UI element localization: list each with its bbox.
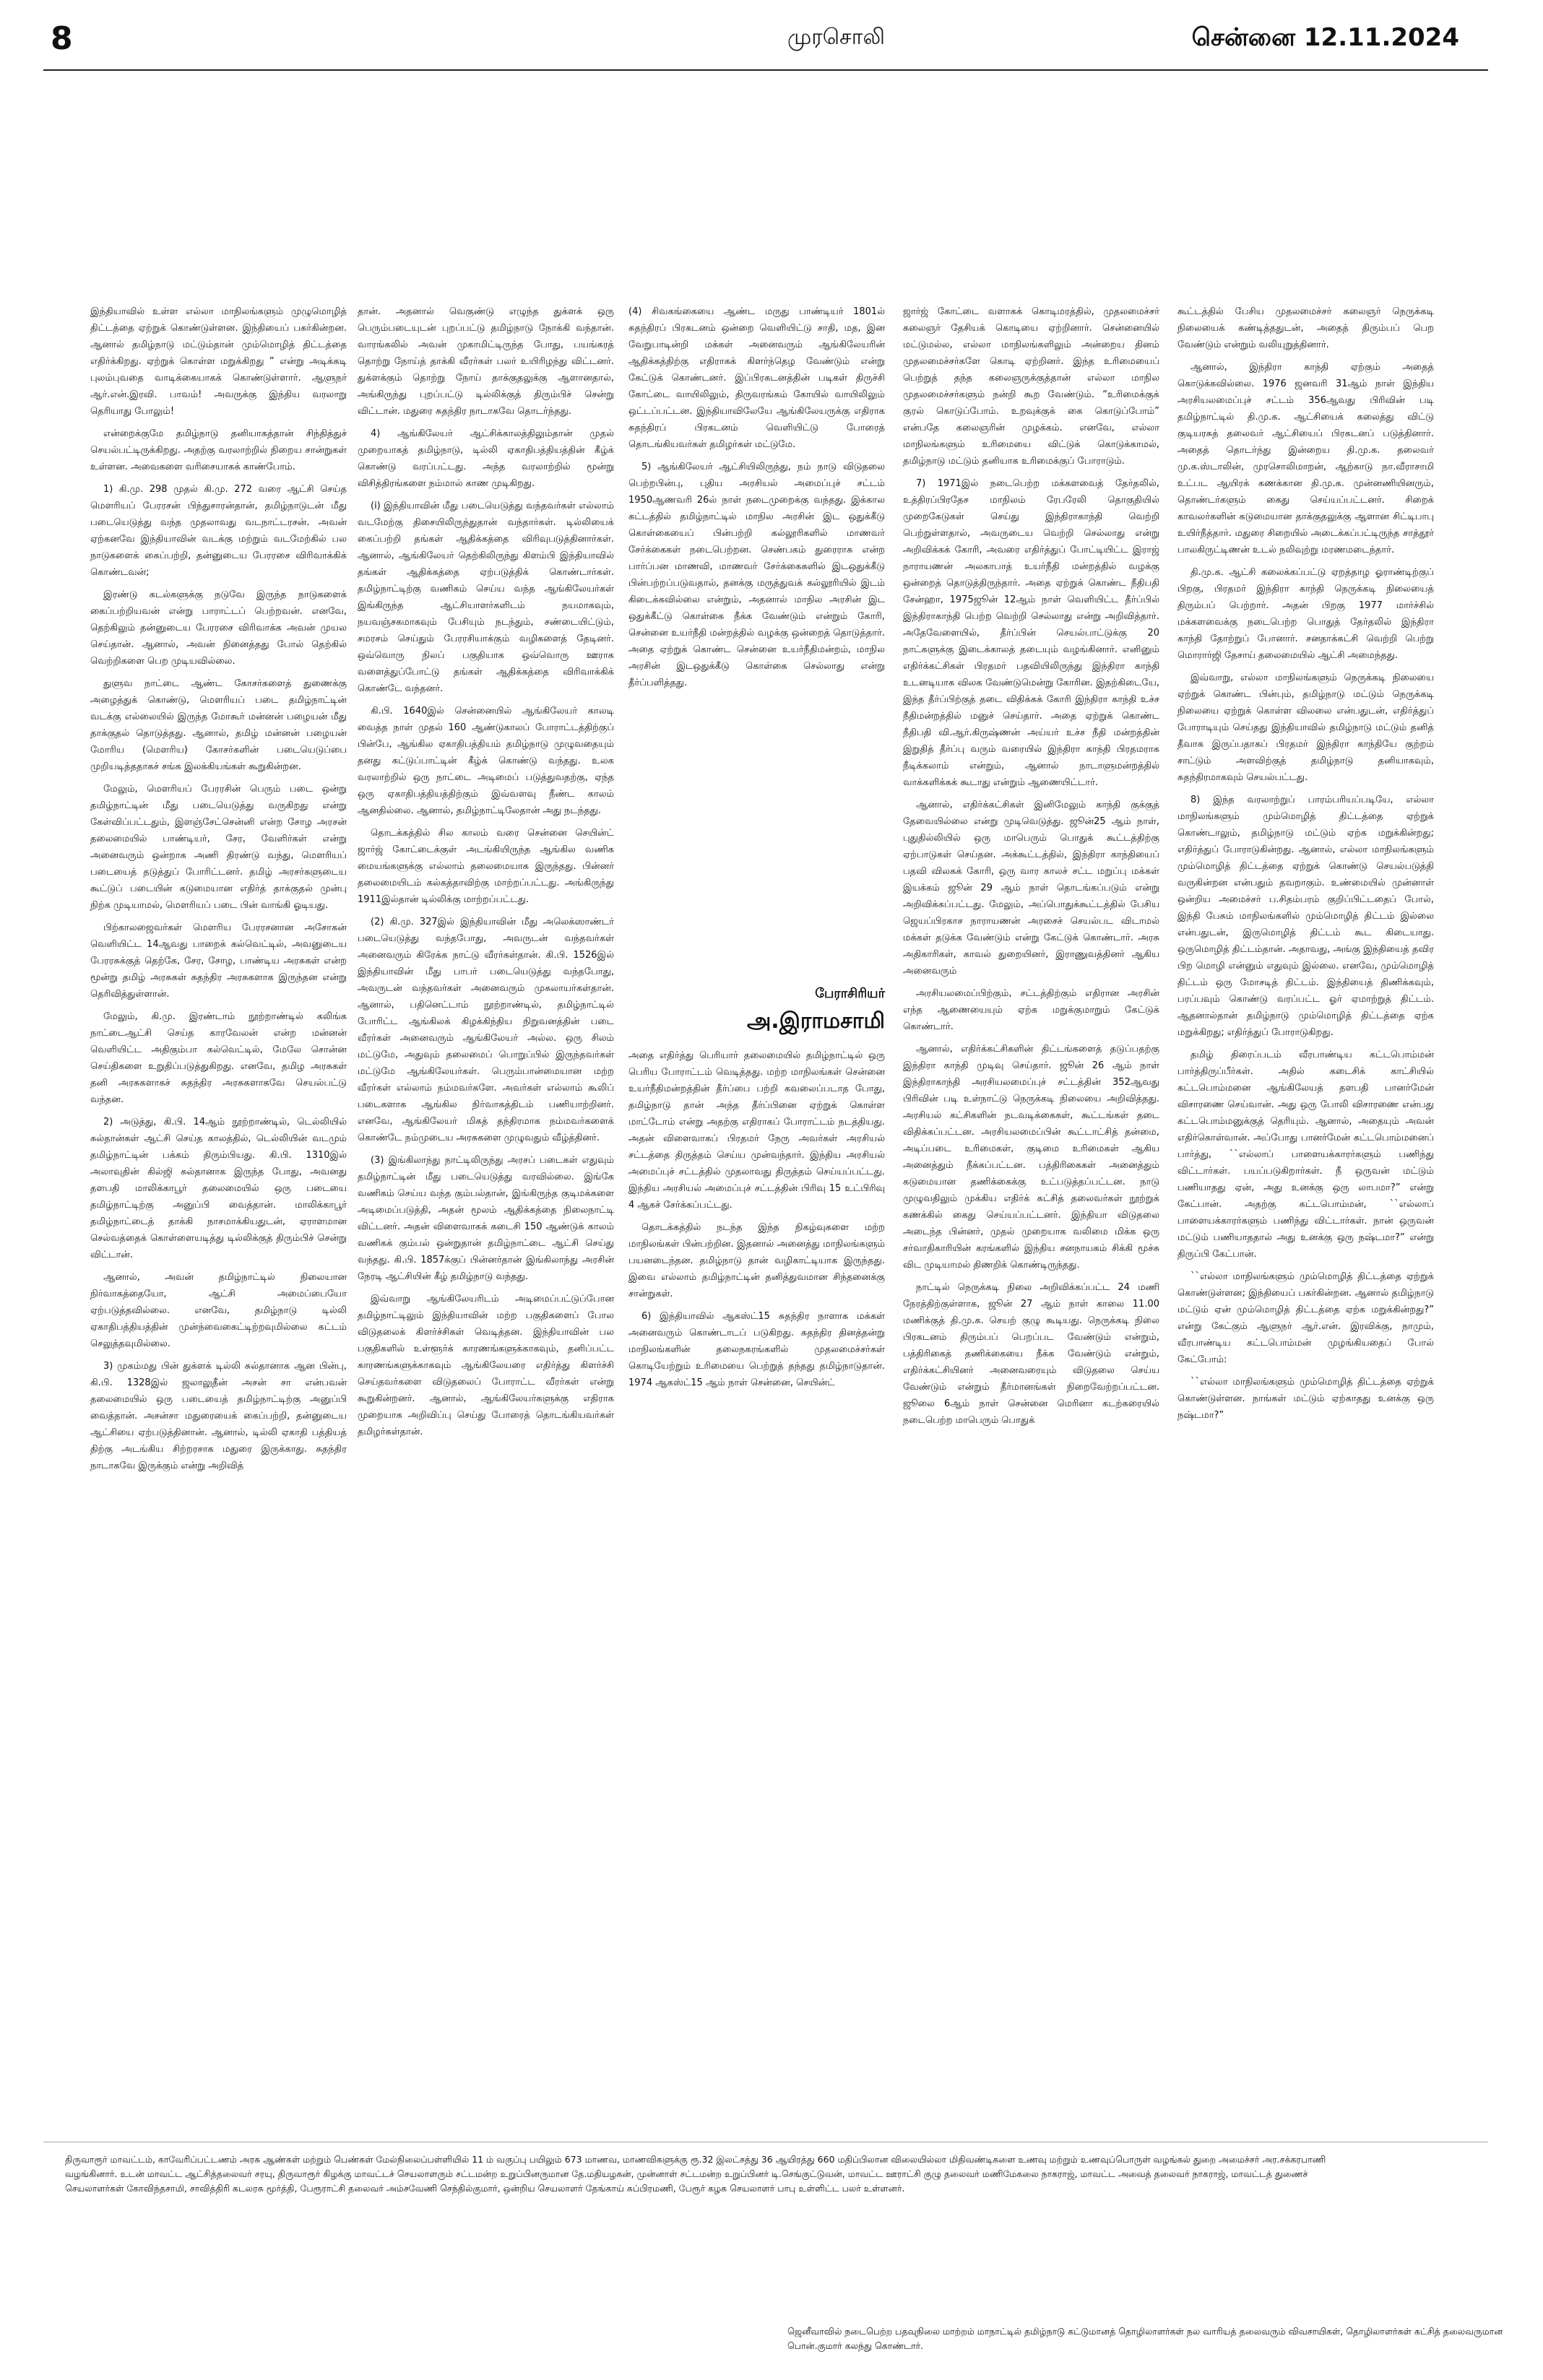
header-rule [43,69,1488,71]
article-paragraph: பிற்காலஜைவர்கள் மௌரிய பேரரசனான அசோகன் வெளியிட்ட 14ஆவது பாறைக் கல்வெட்டில், அவனுடைய பேரரசுக்குத் தெற்கே, சேர, சோழ, பாண்டிய அரசுகள் என்ற மூன்று தமிழ் அரசுகள் சுதந்திர அரசுகளாக இருந்தன என்று தெரிவித்துள்ளான். [90,922,347,1000]
article-paragraph: (4) சிவகங்கையை ஆண்ட மருது பாண்டியர் 1801ல் சுதந்திரப் பிரகடனம் ஒன்றை வெளியிட்டு சாதி, மத, இன வேறுபாடின்றி மக்கள் அனைவரும் ஆங்கிலேயரின் ஆதிக்கத்திற்கு எதிராகக் கிளர்ந்தெழ வேண்டும் என்று கேட்டுக் கொண்டனர். இப்பிரகடனத்தின் படிகள் திருச்சி கோட்டை வாயிலிலும், திருவரங்கம் கோயில் வாயிலிலும் ஒட்டப்பட்டன. இந்தியாவிலேயே ஆங்கிலேயருக்கு எதிராக சுதந்திரப் பிரகடனம் வெளியிட்டு போரைத் தொடங்கியவர்கள் தமிழர்கள் மட்டுமே. [628,306,885,450]
article-paragraph: 5) ஆங்கிலேயர் ஆட்சியிலிருந்து, நம் நாடு விடுதலை பெற்றபின்பு, புதிய அரசியல் அமைப்புச் சட்டம் 1950ஆணவரி 26ல் நாள் நடைமுறைக்கு வந்தது. இக்கால கட்டத்தில் தமிழ்நாட்டில் மாநில அரசின் இட ஒதுக்கீடு கொள்கையைப் பின்பற்றி கல்லூரிகளில் மாணவர் சேர்க்கைகள் நடைபெற்றன. செண்பகம் துரைராசு என்ற பார்ப்பன மாணவி, மாணவர் சேர்க்கைகளில் இடஒதுக்கீடு பின்பற்றப்படுவதால், தனக்கு மருத்துவக் கல்லூரியில் இடம் கிடைக்கவில்லை என்றும், அதனால் மாநில அரசின் இட ஒதுக்கீட்டு கொள்கை நீக்க வேண்டும் என்றும் கோரி, சென்னை உயர்நீதி மன்றத்தில் வழக்கு ஒன்றைத் தொடுத்தார். அதை ஏற்றுக் கொண்ட சென்னை உயர்நீதிமன்றம், மாநில அரசின் இடஒதுக்கீடு கொள்கை செல்லாது என்று தீர்ப்பளித்தது. [628,462,885,688]
article-paragraph: 4) ஆங்கிலேயர் ஆட்சிக்காலத்திலும்தான் முதல் முறையாகத் தமிழ்நாடு, டில்லி ஏகாதிபத்தியத்தின் கீழ்க் கொண்டு வரப்பட்டது. அந்த வரலாற்றில் மூன்று விசித்திரங்களை நம்மால் காண முடிகிறது. [358,428,614,489]
article-paragraph: தி.மு.க. ஆட்சி கலைக்கப்பட்டு ஏறத்தாழ ஓராண்டிற்குப் பிறகு, பிரதமர் இந்திரா காந்தி நெருக்கடி நிலையைத் திரும்பப் பெற்றார். அதன் பிறகு 1977 மார்ச்சில் மக்களவைக்கு நடைபெற்ற பொதுத் தேர்தலில் இந்திரா காந்தி தோற்றுப் போனார். சனதாக்கட்சி வெற்றி பெற்று மொரார்ஜி தேசாய் தலைமையில் ஆட்சி அமைந்தது. [1177,567,1434,661]
article-paragraph: இரண்டு கடல்களுக்கு நடுவே இருந்த நாடுகளைக் கைப்பற்றியவன் என்று பாராட்டப் பெற்றவன். எனவே, தெற்கிலும் தன்னுடைய பேரரசை விரிவாக்க அவன் முயல செய்தான். ஆனால், அவன் நினைத்தது போல் தெற்கில் வெற்றிகளை பெற முடியவில்லை. [90,589,347,667]
caption-text: ஜெனீவாவில் நடைபெற்ற பதவுநிலை மாற்றம் மாநாட்டில் தமிழ்நாடு கட்டுமானத் தொழிலாளர்கள் நல வாரியத் தலைவரும் விவசாயிகள், தொழிலாளர்கள் கட்சித் தலைவருமான பொன்.குமார் கலந்து கொண்டார். [787,2325,1503,2351]
page-header [43,20,1488,71]
article-paragraph: துளுவ நாட்டை ஆண்ட கோசர்களைத் துணைக்கு அழைத்துக் கொண்டு, மௌரியப் படை தமிழ்நாட்டின் வடக்கு எல்லையில் இருந்த மோகூர் மன்னன் பழையன் மீது தாக்குதல் தொடுத்தது. ஆனால், தமிழ் மன்னன் பழையன் மோரிய (மௌரிய) கோசர்களின் படையெடுப்பை முறியடித்ததாகச் சங்க இலக்கியங்கள் கூறுகின்றன. [90,678,347,772]
article-paragraph: (i) இந்தியாவின் மீது படையெடுத்து வந்தவர்கள் எல்லாம் வடமேற்கு திசையிலிருந்துதான் வந்தார்கள். டில்லியைக் கைப்பற்றி தங்கள் ஆதிக்கத்தை விரிவுபடுத்தினார்கள். ஆனால், ஆங்கிலேயர் தெற்கிலிருந்து கிளம்பி இந்தியாவில் தங்கள் ஆதிக்கத்தை ஏற்படுத்திக் கொண்டார்கள். தமிழ்நாட்டிற்கு வணிகம் செய்ய வந்த ஆங்கிலேயர்கள் இங்கிருந்த ஆட்சியாளர்களிடம் நயமாகவும், நயவஞ்சகமாகவும் பேசியும் நடந்தும், சண்டையிட்டும், சமரசம் செய்தும் பேரரசியாக்கும் வழிகளைத் தேடினர். ஒவ்வொரு நிலப் பகுதியாக ஒவ்வொரு ஊராக வளைத்துப்போட்டு தங்கள் ஆதிக்கத்தை விரிவாக்கிக் கொண்டே வந்தனர். [358,501,614,694]
article-paragraph: (2) கி.மு. 327இல் இந்தியாவின் மீது அலெக்ஸாண்டர் படையெடுத்து வந்தபோது, அவருடன் வந்தவர்கள் அனைவரும் கிரேக்க நாட்டு வீரர்கள்தான். கி.பி. 1526இல் இந்தியாவின் மீது பாபர் படையெடுத்து வந்தபோது, அவருடன் வந்தவர்கள் அனைவரும் முகலாயர்கள்தான். ஆனால், பதினெட்டாம் நூற்றாண்டில், தமிழ்நாட்டில் போரிட்ட ஆங்கிலக் கிழக்கிந்திய நிறுவனத்தின் படை வீரர்கள் அனைவரும் ஆங்கிலேயர் அல்ல. ஒரு சிலம் மட்டுமே, அதுவும் தலைமைப் பொறுப்பில் இருந்தவர்கள் மட்டுமே ஆங்கிலேயர்கள். பெரும்பான்மையான மற்ற வீரர்கள் எல்லாம் நம்மவர்களே. அவர்கள் எல்லாம் கூலிப் படைகளாக ஆங்கில நிர்வாகத்திடம் பணியாற்றினர். எனவே, ஆங்கிலேயர் மிகத் தந்திரமாக நம்மவர்களைக் கொண்டே நம்முடைய அரசுகளை முழுவதும் வீழ்த்தினர். [358,917,614,1143]
article-column-3-top [628,303,885,982]
article-paragraph: இவ்வாறு, எல்லா மாநிலங்களும் நெருக்கடி நிலையை ஏற்றுக் கொண்ட பின்பும், தமிழ்நாடு மட்டும் நெருக்கடி நிலையை ஏற்றுக் கொள்ள விலலை என்பதுடன், எதிர்த்துப் போராடியும் செய்தது இந்தியாவில் தமிழ்நாடு மட்டும் தனித் தீவாக இருப்பதாகப் பிரதமர் இந்திரா காந்தியே குற்றம் சாட்டும் அளவிற்குத் தமிழ்நாடு தனியாகவும், சுதந்திரமாகவும் செயல்பட்டது. [1177,672,1434,783]
article-paragraph: ஆனால், இந்திரா காந்தி ஏற்கும் அதைத் கொடுக்கவில்லை. 1976 ஜனவரி 31ஆம் நாள் இந்திய அரசியலமைப்புச் சட்டம் 356ஆவது பிரிவின் படி தமிழ்நாட்டில் தி.மு.க. ஆட்சியைக் கலைத்து விட்டு குடியரசுத் தலைவர் ஆட்சியைப் பிரகடனப் படுத்தினார். அதைத் தொடர்ந்து இன்றைய தி.மு.க. தலைவர் மு.க.ஸ்டாலின், முரசொலிமாறன், ஆற்காடு நா.வீராசாமி உட்பட ஆயிரக் கணக்கான தி.மு.க. முன்னணியினரும், தொண்டர்களும் கைது செய்யப்பட்டனர். சிறைக் காவலர்களின் கடுமையான தாக்குதலுக்கு ஆளான சிட்டிபாபு உயிர்நீத்தார். மதுரை சிறையில் அடைக்கப்பட்டிருந்த சாத்தூர் பாலகிருட்டிணன் உடல் நலிவுற்று மரணமடைந்தார். [1177,362,1434,555]
article-paragraph: ``எல்லா மாநிலங்களும் மும்மொழித் திட்டத்தை ஏற்றுக் கொண்டுள்ளன. நாங்கள் மட்டும் ஏற்காதது உனக்கு ஒரு நஷ்டமா?” [1177,1377,1434,1421]
article-paragraph: தொடக்கத்தில் சில காலம் வரை சென்னை செயின்ட் ஜார்ஜ் கோட்டைக்குள் அடங்கியிருந்த ஆங்கில வணிக மையங்களுக்கு எல்லாம் தலைமையாக இருந்தது. பின்னர் தலைமையிடம் கல்கத்தாவிற்கு மாற்றப்பட்டது. அங்கிருந்து 1911இல்தான் டில்லிக்கு மாற்றப்பட்டது. [358,828,614,905]
article-paragraph: என்றைக்குமே தமிழ்நாடு தனியாகத்தான் சிந்தித்துச் செயல்பட்டிருக்கிறது. அதற்கு வரலாற்றில் நிறைய சான்றுகள் உள்ளன. அவைகளை வரிசையாகக் காண்போம். [90,428,347,472]
article-paragraph: கி.பி. 1640இல் சென்னையில் ஆங்கிலேயர் காலடி வைத்த நாள் முதல் 160 ஆண்டுகாலப் போராட்டத்திற்குப் பின்பே, ஆங்கில ஏகாதிபத்தியம் தமிழ்நாடு முழுவதையும் தனது கட்டுப்பாட்டின் கீழ்க் கொண்டு வந்தது. உலக வரலாற்றில் ஒரு நாட்டை அடிமைப் படுத்துவதற்கு, ஏந்த ஒரு ஏகாதிபத்தியத்திற்கும் இவ்வளவு நீண்ட காலம் ஆனதில்லை. ஆனால், தமிழ்நாட்டிலேதான் அது நடந்தது. [358,706,614,816]
page-number: 8 [51,20,73,57]
author-byline [628,986,885,1044]
article-paragraph: ஜார்ஜ் கோட்டை வளாகக் கொடிமரத்தில், முதலமைச்சர் கலைஞர் தேசியக் கொடியை ஏற்றினார். சென்னையில் மட்டுமல்ல, எல்லா மாநிலங்களிலும் அன்றைய தினம் முதலமைச்சர்களே கொடி ஏற்றினர். இந்த உரிமையைப் பெற்றுத் தந்த கலைஞருக்குத்தான் எல்லா மாநில முதலமைச்சர்களும் நன்றி கூற வேண்டும். “உரிமைக்குக் குரல் கொடுப்போம். உறவுக்குக் கை கொடுப்போம்” என்பதே கலைஞரின் முழக்கம். எனவே, எல்லா மாநிலங்களும் உரிமையை விட்டுக் கொடுக்காமல், தமிழ்நாடு மட்டும் தனியாக உரிமைக்குப் போராடும். [903,306,1159,467]
author-name: அ.இராமசாமி [746,1008,885,1034]
article-paragraph: மேலும், மௌரியப் பேரரசின் பெரும் படை ஒன்று தமிழ்நாட்டின் மீது படையெடுத்து வருகிறது என்று கேள்விப்பட்டதும், இளஞ்சேட்சென்னி என்ற சோழ அரசன் தலைமையில் பாண்டியர், சேர, வேளிர்கள் என்று அனைவரும் ஒன்றாக அணி திரண்டு வந்து, மௌரியப் படையைத் தடுத்துப் போரிட்டனர். தமிழ் அரசர்களுடைய கூட்டுப் படையின் கடுமையான எதிர்த் தாக்குதல் முன்பு நிற்க முடியாமல், மௌரியப் படை பின் வாங்கி ஓடியது. [90,784,347,911]
article-paragraph: ``எல்லா மாநிலங்களும் மும்மொழித் திட்டத்தை ஏற்றுக் கொண்டுள்ளன; இந்தியைப் பகர்கின்றன. ஆனால் தமிழ்நாடு மட்டும் ஏன் மும்மொழித் திட்டத்தை ஏற்க மறுக்கின்றது?” என்று கேட்கும் ஆளுநர் ஆர்.என். இரவிக்கு, நாமும், வீரபாண்டிய கட்டபொம்மன் முழங்கியதைப் போல் கேட்போம்: [1177,1271,1434,1365]
article-paragraph: அரசியலமைப்பிற்கும், சட்டத்திற்கும் எதிரான அரசின் எந்த ஆணையையும் ஏற்க மறுக்குமாறும் கேட்டுக் கொண்டார். [903,988,1159,1032]
article-column-1 [90,303,347,1878]
photo-caption-right [787,2315,1510,2362]
article-paragraph: ஆனால், எதிர்க்கட்சிகள் இனிமேலும் காந்தி குக்குத் தேவையில்லை என்று முடிவெடுத்து. ஜூன்25 ஆம் நாள், புதுதில்லியில் ஒரு மாபெரும் பொதுக் கூட்டத்திற்கு ஏற்பாடுகள் செய்தன. அக்கூட்டத்தில், இந்திரா காந்தியைப் பதவி விலகக் கோரி, ஒரு வார காலச் சட்ட மறுப்பு மக்கள் இயக்கம் ஜூன் 29 ஆம் நாள் தொடங்கப்படும் என்று அறிவிக்கப்பட்டது. மேலும், அப்பொதுக்கூட்டத்தில் பேசிய ஜெயப்பிரகாச நாராயணன் அரசைச் செயல்பட விடாமல் மக்கள் தடுக்க வேண்டும் என்று கேட்டுக் கொண்டார். அரசு அதிகாரிகள், காவல் துறையினர், இராணுவத்தினர் ஆகிய அனைவரும் [903,800,1159,977]
issue-date: சென்னை 12.11.2024 [1191,23,1459,52]
article-paragraph: (3) இங்கிலாந்து நாட்டிலிருந்து அரசப் படைகள் எதுவும் தமிழ்நாட்டின் மீது படையெடுத்து வரவில்லை. இங்கே வணிகம் செய்ய வந்த கும்பல்தான், இங்கிருந்த குடிமக்களை அடிமைப்படுத்தி, அதன் மூலம் ஆதிக்கத்தை நிலைநாட்டி விட்டனர். அதன் விளைவாகக் கடைசி 150 ஆண்டுக் காலம் வணிகக் கும்பல் ஒன்றுதான் தமிழ்நாட்டை ஆட்சி செய்து வந்தது. கி.பி. 1857க்குப் பின்னர்தான் இங்கிலாந்து அரசின் நேரடி ஆட்சியின் கீழ் தமிழ்நாடு வந்தது. [358,1155,614,1282]
article-column-3-bottom [628,1047,885,1878]
article-paragraph: அதை எதிர்த்து பெரியார் தலைமையில் தமிழ்நாட்டில் ஒரு பெரிய போராட்டம் வெடித்தது. மற்ற மாநிலங்கள் சென்னை உயர்நீதிமன்றத்தின் தீர்ப்பை பற்றி கவலைப்படாத போது, தமிழ்நாடு தான் அந்த தீர்ப்பினை ஏற்றுக் கொள்ள மாட்டோம் என்று அதற்கு எதிராகப் போராட்டம் நடத்தியது. அதன் விளைவாகப் பிரதமர் நேரு அவர்கள் அரசியல் சட்டத்தை திருத்தம் செய்ய முன்வந்தார். இந்திய அரசியல் அமைப்புச் சட்டத்தில் முதலாவது திருத்தம் செய்யப்பட்டது. இந்திய அரசியல் அமைப்புச் சட்டத்தின் பிரிவு 15 உட்பிரிவு 4 ஆகச் சேர்க்கப்பட்டது. [628,1050,885,1211]
photo-caption-left [65,2152,1351,2196]
article-column-4 [903,303,1159,1878]
article-paragraph: தமிழ் திரைப்படம் வீரபாண்டிய கட்டபொம்மன் பார்த்திருப்பீர்கள். அதில் கடைசிக் காட்சியில் கட்டபொம்மனை ஆங்கிலேயத் தளபதி பானர்மேன் விசாரணை செய்வான். அது ஒரு போலி விசாரணை என்பது கட்டபொம்மனுக்குத் தெரியும். ஆனால், அதையும் அவன் எதிர்கொள்வான். அப்போது பானர்மேன் கட்டபொம்மனைப் பார்த்து, ``எல்லாப் பாளையக்காரர்களும் பணிந்து விட்டார்கள். பயப்படுகிறார்கள். நீ ஒருவன் மட்டும் பணியாதது ஏன், அது உனக்கு ஒரு லாபமா?” என்று கேட்பான். அதற்கு கட்டபொம்மன், ``எல்லாப் பாளையக்காரர்களும் பணிந்து விட்டார்கள். நான் ஒருவன் மட்டும் பணியாததால் அது உனக்கு ஒரு நஷ்டமா?” என்று திருப்பி கேட்பான். [1177,1050,1434,1260]
article-paragraph: இந்தியாவில் உள்ள எல்லா மாநிலங்களும் முழுமொழித் திட்டத்தை ஏற்றுக் கொண்டுள்ளன. இந்தியைப் பகர்கின்றன. ஆனால் தமிழ்நாடு மட்டும்தான் மும்மொழித் திட்டத்தை எதிர்க்கிறது. ஏற்றுக் கொள்ள மறுக்கிறது ” என்று அடிக்கடி புலம்புவதை வாடிக்கையாகக் கொண்டுள்ளார். ஆளுநர் ஆர்.என்.இரவி. பாவம்! அவருக்கு இந்திய வரலாறு தெரியாது போலும்! [90,306,347,417]
article-paragraph: 6) இந்தியாவில் ஆகஸ்ட்15 சுதந்திர நாளாக மக்கள் அனைவரும் கொண்டாடப் படுகிறது. சுதந்திர தினத்தன்று மாநிலங்களின் தலைநகரங்களில் முதலமைச்சர்கள் கொடியேற்றும் உரிமையை பெற்றுத் தந்தது தமிழ்நாடுதான். 1974 ஆகஸ்ட்15 ஆம் நாள் சென்னை, செயின்ட் [628,1311,885,1388]
article-column-2 [358,303,614,1878]
caption-text: திருவாரூர் மாவட்டம், காவேரிப்பட்டணம் அரசு ஆண்கள் மற்றும் பெண்கள் மேல்நிலைப்பள்ளியில் 11 ம் வகுப்பு பயிலும் 673 மாணவ, மாணவிகளுக்கு ரூ.32 இலட்சத்து 36 ஆயிரத்து 660 மதிப்பிலான விலையில்லா மிதிவண்டிகளை உணவு மற்றும் உணவுப்பொருள் வழங்கல் துறை அமைச்சர் அர.சக்கரபாணி வழங்கினார். உடன் மாவட்ட ஆட்சித்தலைவர் சரயு, திருவாரூர் கிழக்கு மாவட்டச் செயலாளரும் சட்டமன்ற உறுப்பினருமான தே.மதியழகன், முன்னாள் சட்டமன்ற உறுப்பினர் டி.செங்குட்டுவன், மாவட்ட ஊராட்சி குழு தலைவர் மணிமேகலை நாகராஜ், மாவட்ட அவைத் தலைவர் நாகராஜ், மாவட்டத் துணைச் செயலாளர்கள் கோவிந்தசாமி, சாவித்திரி கடலரசு மூர்த்தி, பேரூராட்சி தலைவர் அம்சவேணி செந்தில்குமார், ஒன்றிய செயலாளர் தேங்காய் சுப்பிரமணி, பேரூர் கழக செயலாளர் பாபு உள்ளிட்ட பலர் உள்ளனர். [65,2154,1326,2194]
article-paragraph: தான். அதனால் வெகுண்டு எழுந்த துக்ளக் ஒரு பெரும்படையுடன் புறப்பட்டு தமிழ்நாடு நோக்கி வந்தான். வாரங்கலில் அவன் முகாமிட்டிருந்த போது, பயங்கரத் தொற்று நோய்த் தாக்கி வீரர்கள் பலர் உயிரிழந்து விட்டனர். துக்ளக்கும் தொற்று நோய் தாக்குதலுக்கு ஆளானதால், அங்கிருந்து புறப்பட்டு டில்லிக்குத் திரும்பிச் சென்று விட்டான். மதுரை சுதந்திர நாடாகவே தொடர்ந்தது. [358,306,614,417]
article-paragraph: 7) 1971இல் நடைபெற்ற மக்களவைத் தேர்தலில், உத்திரப்பிரதேச மாநிலம் ரேபரேலி தொகுதியில் முறைகேடுகள் செய்து இந்திராகாந்தி வெற்றி பெற்றுள்ளதால், அவருடைய வெற்றி செல்லாது என்று அறிவிக்கக் கோரி, அவரை எதிர்த்துப் போட்டியிட்ட இராஜ் நாராயணன் அலகாபாத் உயர்நீதி மன்றத்தில் வழக்கு ஒன்றைத் தொடுத்திருந்தார். அதை ஏற்றுக் கொண்ட நீதிபதி சேன்ஹா, 1975ஜூன் 12ஆம் நாள் வெளியிட்ட தீர்ப்பில் இந்திராகாந்தி பெற்ற வெற்றி செல்லாது என்று அறிவித்தார். அதேவேளையில், தீர்ப்பின் செயல்பாட்டுக்கு 20 நாட்களுக்கு இடைக்காலத் தடையும் வழங்கினார். எனினும் எதிர்க்கட்சிகள் பிரதமர் பதவியிலிருந்து இந்திரா காந்தி உடனடியாக விலக வேண்டுமென்று கோரின. இதற்கிடையே, இந்த தீர்ப்பிற்குத் தடை விதிக்கக் கோரி இந்திரா காந்தி உச்ச நீதிமன்றத்தில் மனுச் செய்தார். அதை ஏற்றுக் கொண்ட நீதிபதி வி.ஆர்.கிருஷ்ணன் அய்யர் உச்ச நீதி மன்றத்தின் இறுதித் தீர்ப்பு வரும் வரையில் இந்திரா காந்தி பிரதமராக நீடிக்கலாம் என்றும், ஆனால் நாடாளுமன்றத்தில் வாக்களிக்கக் கூடாது என்றும் ஆணையிட்டார். [903,478,1159,788]
article-column-5 [1177,303,1434,1878]
author-title: பேராசிரியர் [815,986,885,1001]
article-paragraph: 8) இந்த வரலாற்றுப் பாரம்பரியப்படியே, எல்லா மாநிலங்களும் மும்மொழித் திட்டத்தை ஏற்றுக் கொண்டாலும், தமிழ்நாடு மட்டும் ஏற்க மறுக்கின்றது; எதிர்த்துப் போராடுகின்றது. ஆனால், எல்லா மாநிலங்களும் மும்மொழித் திட்டத்தை ஏற்றுக் கொண்டு செயல்படுத்தி வருகின்றன என்பதும் தவறாகும். உண்மையில் முன்னாள் ஒன்றிய அமைச்சர் ப.சிதம்பரம் குறிப்பிட்டதைப் போல், இந்தி பேசும் மாநிலங்களில் மும்மொழித் திட்டம் இல்லை என்பதுடன், இருமொழித் திட்டம் கூட கிடையாது. ஒருமொழித் திட்டம்தான். அதாவது, அங்கு இந்தியைத் தவிர பிற மொழி என்னும் எதுவும் இல்லை. எனவே, மும்மொழித் திட்டம் ஒரு மோசடித் திட்டம். இந்தியைத் திணிக்கவும், பரப்பவும் கொண்டு வரப்பட்ட ஓர் ஏமாற்றுத் திட்டம். ஆதனால்தான் தமிழ்நாடு மும்மொழித் திட்டத்தை ஏற்க மறுக்கிறது; எதிர்த்துப் போராடுகிறது. [1177,795,1434,1038]
article-paragraph: மேலும், கி.மு. இரண்டாம் நூற்றாண்டில் கலிங்க நாட்டைஆட்சி செய்த காரவேலன் என்ற மன்னன் வெளியிட்ட அதிகும்பா கல்வெட்டில், மேலே சொன்ன செய்திகளை உறுதிப்படுத்துகிறது. எனவே, தமிழ அரசுகள் தனி அரசுகளாகச் சுதந்திர அரசுகளாகவே செயல்பட்டு வந்தன. [90,1011,347,1105]
article-paragraph: 1) கி.மு. 298 முதல் கி.மு. 272 வரை ஆட்சி செய்த மௌரியப் பேரரசன் பிந்துசாரன்தான், தமிழ்நாடுடன் மீது படையெடுத்து வந்த முதலாவது வடநாட்டரசன். அவன் ஏற்கனவே இந்தியாவின் வடக்கு மற்றும் வடமேற்கில் பல நாடுகளைக் கைப்பற்றி, தன்னுடைய பேரரசை விரிவாக்கிக் கொண்டவன்; [90,484,347,578]
article-paragraph: 2) அடுத்து, கி.பி. 14ஆம் நூற்றாண்டில், டெல்லியில் சுல்தான்கள் ஆட்சி செய்த காலத்தில், டெல்லியின் வடமும் தமிழ்நாட்டின் பக்கம் திரும்பியது. கி.பி. 1310இல் அலாவுதின் கில்ஜி சுல்தானாக இருந்த போது, அவனது தளபதி மாலிக்காபூர் தலைமையில் ஒரு படையை தமிழ்நாட்டிற்கு அனுப்பி வைத்தான். மாலிக்காபூர் தமிழ்நாட்டைத் தாக்கி நாசமாக்கியதுடன், ஏராளமான செல்வத்தைக் கொள்ளையடித்து டில்லிக்குத் திரும்பிச் சென்று விட்டான். [90,1117,347,1260]
article-paragraph: கூட்டத்தில் பேசிய முதலமைச்சர் கலைஞர் நெருக்கடி நிலையைக் கண்டித்ததுடன், அதைத் திரும்பப் பெற வேண்டும் என்றும் வலியுறுத்தினார். [1177,306,1434,350]
newspaper-name: முரசொலி [787,25,885,50]
article-paragraph: தொடக்கத்தில் நடந்த இந்த நிகழ்வுகளை மற்ற மாநிலங்கள் பின்பற்றின. இதனால் அனைத்து மாநிலங்களும் பயனடைந்தன. தமிழ்நாடு தான் வழிகாட்டியாக இருந்தது. இவை எல்லாம் தமிழ்நாட்டின் தனித்துவமான சிந்தனைக்கு சான்றுகள். [628,1222,885,1299]
article-paragraph: ஆனால், எதிர்க்கட்சிகளின் திட்டங்களைத் தடுப்பதற்கு இந்திரா காந்தி முடிவு செய்தார். ஜூன் 26 ஆம் நாள் இந்திராகாந்தி அரசியலமைப்புச் சட்டத்தின் 352ஆவது பிரிவின் படி உள்நாட்டு நெருக்கடி நிலையை அறிவித்தது. அரசியல் கட்சிகளின் நடவடிக்கைகள், கூட்டங்கள் தடை விதிக்கப்பட்டன. அரசியலமைப்பின் கூட்டாட்சித் தன்மை, அடிப்படை உரிமைகள், குடிமை உரிமைகள் ஆகிய அனைத்தும் நீக்கப்பட்டன. பத்திரிகைகள் அனைத்தும் கடுமையான தணிக்கைக்கு உட்படுத்தப்பட்டன. நாடு முழுவதிலும் முக்கிய எதிர்க் கட்சித் தலைவர்கள் நூற்றுக் கணக்கில் கைது செய்யப்பட்டனர். இந்தியா விடுதலை அடைந்த பின்னர், முதல் முறையாக வலிமை மிக்க ஒரு சர்வாதிகாரியின் கரங்களில் இந்திய சனநாயகம் சிக்கி மூச்சு விட முடியாமல் திணறிக் கொண்டிருந்தது. [903,1044,1159,1271]
article-paragraph: இவ்வாறு ஆங்கிலேயரிடம் அடிமைப்பட்டுப்போன தமிழ்நாட்டிலும் இந்தியாவின் மற்ற பகுதிகளைப் போல விடுதலைக் கிளர்ச்சிகள் வெடித்தன. இந்தியாவின் பல பகுதிகளில் உள்ளூர்க் காரணங்களுக்காகவும், தனிப்பட்ட காரணங்களுக்காகவும் ஆங்கிலேயரை எதிர்த்து கிளர்ச்சி செய்தவர்களை விடுதலைப் போராட்ட வீரர்கள் என்று கூறுகின்றனர். ஆனால், ஆங்கிலேயர்களுக்கு எதிராக முறையாக அறிவிப்பு செய்து போரைத் தொடங்கியவர்கள் தமிழர்கள்தான். [358,1294,614,1437]
article-paragraph: 3) முகம்மது பின் துக்ளக் டில்லி சுல்தானாக ஆன பின்பு, கி.பி. 1328இல் ஜலாலுதீன் அசன் சா என்பவன் தலைமையில் ஒரு படையைத் தமிழ்நாட்டிற்கு அனுப்பி வைத்தான். அசன்சா மதுரையைக் கைப்பற்றி, தன்னுடைய ஆட்சியை ஏற்படுத்தினான். ஆனால், டில்லி ஏகாதி பத்தியத் திற்கு அடங்கிய சிற்றரசாக மதுரை இருக்காது. சுதந்திர நாடாகவே இருக்கும் என்று அறிவித் [90,1361,347,1471]
article-paragraph: ஆனால், அவன் தமிழ்நாட்டில் நிலையான நிர்வாகத்தையோ, ஆட்சி அமைப்பையோ ஏற்படுத்தவில்லை. எனவே, தமிழ்நாடு டில்லி ஏகாதிபத்தியத்தின் முன்ந்வைகைட்டிற்றவுமில்லை கட்டம் செலுத்தவுமில்லை. [90,1272,347,1349]
article-paragraph: நாட்டில் நெருக்கடி நிலை அறிவிக்கப்பட்ட 24 மணி நேரத்திற்குள்ளாக, ஜூன் 27 ஆம் நாள் காலை 11.00 மணிக்குத் தி.மு.க. செயற் குழு கூடியது. நெருக்கடி நிலை பிரகடனம் திரும்பப் பெறப்பட வேண்டும் என்றும், பத்திரிகைத் தணிக்கையை நீக்க வேண்டும் என்றும், எதிர்க்கட்சியினர் அனைவரையும் விடுதலை செய்ய வேண்டும் என்றும் தீர்மானங்கள் நிறைவேற்றப்பட்டன. ஜூலை 6ஆம் நாள் சென்னை மெரினா கடற்கரையில் நடைபெற்ற மாபெரும் பொதுக் [903,1282,1159,1426]
